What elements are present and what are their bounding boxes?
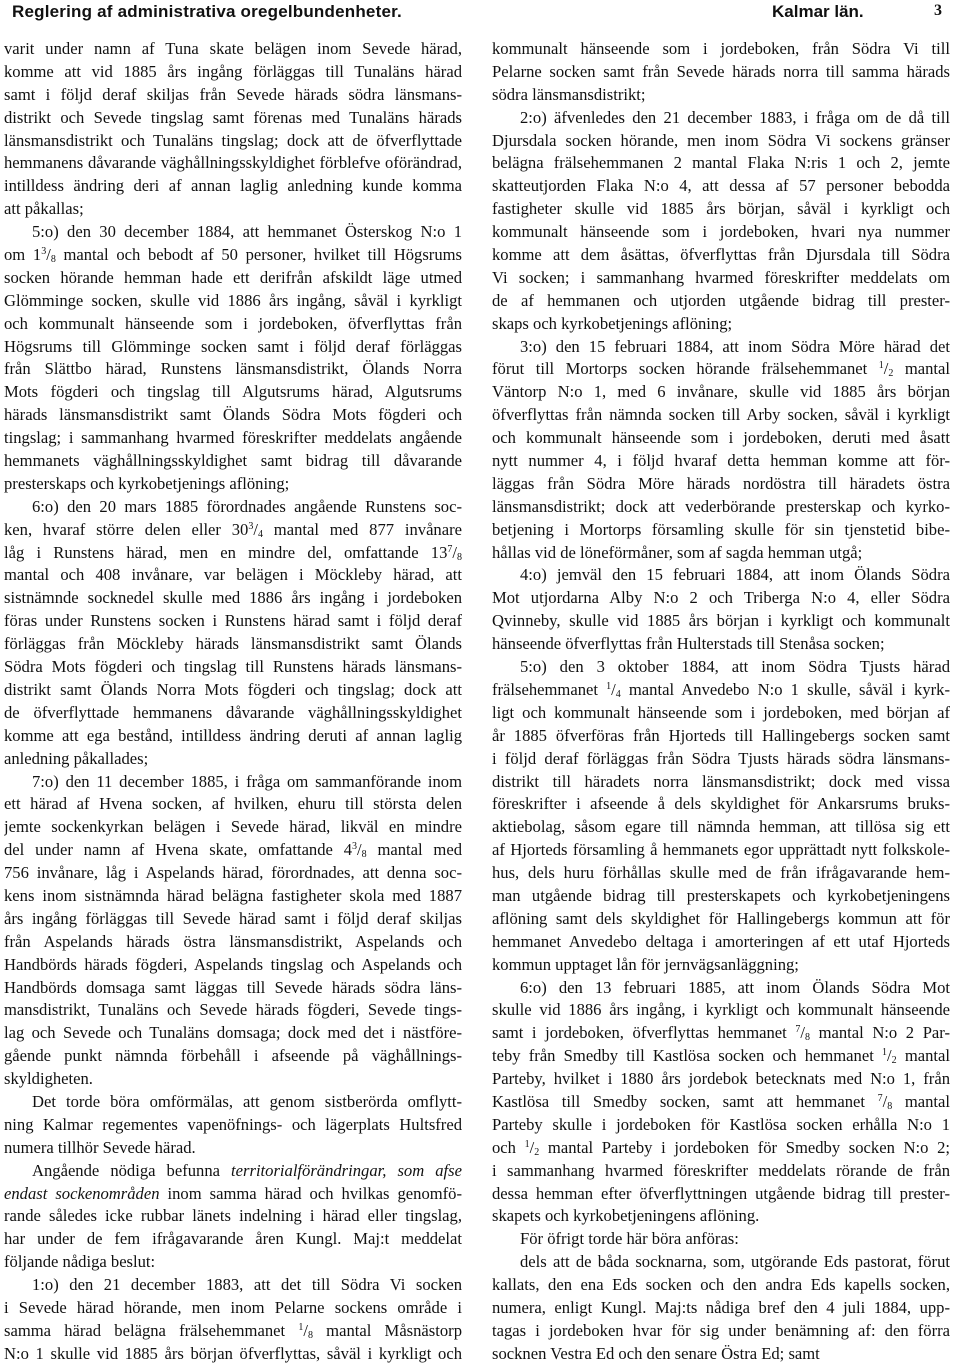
- text-line: hus, dels huru förhållas skulle med de från ifrågavarande hem-: [492, 863, 950, 883]
- text-line: ken, hvaraf större delen eller $30^3/_4$ mantal med 877 invånare: [4, 519, 462, 540]
- header-title: Reglering af administrativa oregelbundenheter.: [12, 2, 402, 21]
- text-line: teby från Smedby till Kastlösa socken och hemmanet $^1/_2$ mantal: [492, 1046, 950, 1067]
- text-line: För öfrigt torde här böra anföras:: [520, 1229, 739, 1249]
- text-line: samma härad belägna frälsehemmanet $^1/_8$ mantal Måsnästorp: [4, 1320, 462, 1341]
- text-line: 4:o) jemväl den 15 februari 1884, att inom Ölands Södra: [520, 565, 950, 585]
- text-line: Parteby, hvilket i 1880 års jordebok betecknats med N:o 1, från: [492, 1069, 950, 1089]
- text-line: 756 invånare, låg i Aspelands härad, förordnades, att denna soc-: [4, 863, 462, 883]
- text-line: 2:o) äfvenledes den 21 december 1883, i fråga om de då till: [520, 107, 950, 127]
- text-line: och $^1/_2$ mantal Parteby i jordeboken för Smedby socken N:o 2;: [492, 1137, 950, 1158]
- text-line: samt i följd deraf skiljas från Sevede härads södra länsmans-: [4, 84, 462, 104]
- text-line: belägna frälsehemmanen 2 mantal Flaka N:ris 1 och 2, jemte: [492, 153, 950, 173]
- text-line: 3:o) den 15 februari 1884, att inom Södra Möre härad det: [520, 336, 950, 356]
- text-line: Handbörds domsaga samt läggas till Sevede härads södra läns-: [4, 977, 462, 997]
- text-line: om $1^3/_8$ mantal och bebodt af 50 personer, hvilket till Högsrums: [4, 245, 462, 266]
- text-line: kallats, den ena Eds socken och den andra Eds kapells socken,: [492, 1275, 950, 1295]
- text-line: numera tillhör Sevede härad.: [4, 1137, 196, 1157]
- text-line: Handbörds härads fögderi, Aspelands tingslag och Aspelands och: [4, 954, 462, 974]
- page-number: 3: [934, 2, 942, 19]
- text-line: socken hörande hemman hade ett derifrån afskildt läge utmed: [4, 267, 462, 287]
- text-line: ligt och kommunalt hänseende som i jordeboken, med början af: [492, 702, 950, 722]
- text-line: länsmansdistrikt och Tunaläns tingslag; dock att de öfverflyttade: [4, 130, 462, 150]
- text-line: i sammanhang hvarmed föreskrifter meddelats rörande de från: [492, 1160, 950, 1180]
- text-line: Djursdala socken hörande, men inom Södra Vi sockens gränser: [492, 130, 950, 150]
- text-line: rande således icke rubbar länets indelning i härad eller tingslag,: [4, 1206, 462, 1226]
- text-line: Angående nödiga befunna territorialförändringar, som afse: [32, 1160, 462, 1180]
- text-line: dels att de båda socknarna, som, utgörande Eds pastorat, förut: [520, 1252, 950, 1272]
- text-line: i följd deraf förläggas från Södra Tjusts härads södra länsmans-: [492, 748, 950, 768]
- text-line: från Slättbo härad, Runstens länsmansdistrikt, Ölands Norra: [4, 359, 462, 379]
- text-line: Glömminge socken, skulle vid 1886 års ingång, såväl i kyrkligt: [4, 290, 462, 310]
- text-line: Väntorp N:o 1, med 6 invånare, skulle vid 1885 års början: [492, 382, 950, 402]
- text-line: tagas i jordeboken hvar för sig under benämning af: den förra: [492, 1320, 950, 1340]
- text-line: kommunalt hänseende som i jordeboken, hvari nya nummer: [492, 222, 950, 242]
- text-line: aflöning samt dels skyldighet för Hallingebergs kommun att för: [492, 908, 950, 928]
- text-line: förut till Mortorps socken hörande frälsehemmanet $^1/_2$ mantal: [492, 359, 950, 380]
- text-line: hänseende öfverflyttas från Hulterstads till Stenåsa socken;: [492, 634, 885, 654]
- text-line: låg i Runstens härad, men en mindre del, omfattande $13^7/_8$: [4, 542, 462, 563]
- text-line: nytt nummer 4, i följd hvaraf detta hemman komme att för-: [492, 451, 950, 471]
- text-line: föreskrifter i afseende å dels skyldighet för Ankarsrums bruks-: [492, 794, 950, 814]
- text-line: de af hemmanen och utjorden utgående bidrag till prester-: [492, 290, 950, 310]
- text-line: intilldess ändring deri af annan laglig anledning kunde komma: [4, 176, 462, 196]
- text-line: Pelarne socken samt från Sevede härads norra till samma härads: [492, 61, 950, 81]
- text-line: läggas från Södra Möre härads nordöstra till häradets östra: [492, 473, 950, 493]
- text-line: Högsrums till Glömminge socken samt i följd deraf förläggas: [4, 336, 462, 356]
- text-line: års ingång förläggas till Sevede härad samt i följd deraf skiljas: [4, 908, 462, 928]
- text-line: gående punkt nämnda förbehåll i afseende på väghållnings-: [4, 1046, 462, 1066]
- header-region: Kalmar län.: [772, 2, 864, 21]
- text-line: betjening i Mortorps församling skulle för sin tjenstetid bibe-: [492, 519, 950, 539]
- text-line: 7:o) den 11 december 1885, i fråga om sammanförande inom: [32, 771, 462, 791]
- text-line: ning Kalmar regementes vapenöfnings- och lägerplats Hultsfred: [4, 1114, 462, 1134]
- text-line: kommun upptaget lån för jernvägsanläggning;: [492, 954, 799, 974]
- text-line: 5:o) den 30 december 1884, att hemmanet Österskog N:o 1: [32, 222, 462, 242]
- text-line: Vi socken; i sammanhang hvarmed föreskrifter meddelats om: [492, 267, 950, 287]
- text-line: Kastlösa till Smedby socken, samt att hemmanet $^7/_8$ mantal: [492, 1091, 950, 1112]
- text-line: förläggas från Möckleby härads länsmansdistrikt samt Ölands: [4, 634, 462, 654]
- text-line: 6:o) den 13 februari 1885, att inom Ölands Södra Mot: [520, 977, 950, 997]
- text-line: från Aspelands härads östra länsmansdistrikt, Aspelands och: [4, 931, 462, 951]
- text-line: 5:o) den 3 oktober 1884, att inom Södra Tjusts härad: [520, 657, 950, 677]
- text-line: samt i jordeboken, öfverflyttas hemmanet $^7/_8$ mantal N:o 2 Par-: [492, 1023, 950, 1044]
- text-line: komme att vid 1885 års ingång förläggas till Tunaläns härad: [4, 61, 462, 81]
- text-line: komme att ega bestånd, intilldess ändring deruti af annan laglig: [4, 725, 462, 745]
- text-line: distrikt till häradets norra länsmansdistrikt; dock med vissa: [492, 771, 950, 791]
- text-line: har under de fem ifrågavarande åren Kungl. Maj:t meddelat: [4, 1229, 462, 1249]
- text-line: jemte sockenkyrkan belägen i Sevede härad, likväl en mindre: [4, 817, 462, 837]
- text-line: varit under namn af Tuna skate belägen inom Sevede härad,: [4, 39, 462, 58]
- text-line: de öfverflyttade hemmanens dåvarande väghållningsskyldighet: [4, 702, 462, 722]
- text-line: 6:o) den 20 mars 1885 förordnades angående Runstens soc-: [32, 496, 462, 516]
- text-line: Mots fögderi och tingslag till Algutsrums härad, Algutsrums: [4, 382, 462, 402]
- text-line: tingslag; i sammanhang hvarmed föreskrifter meddelats angående: [4, 428, 462, 448]
- text-line: presterskaps och kyrkobetjenings aflöning;: [4, 473, 290, 493]
- text-line: år 1885 öfverföras från Hjorteds till Hallingebergs socken samt: [492, 725, 950, 745]
- text-line: länsmansdistrikt; dock att vederbörande presterskap och kyrko-: [492, 496, 950, 516]
- text-line: hemmanet Anvedebo deltaga i amorteringen af ett utaf Hjorteds: [492, 931, 950, 951]
- right-column: [492, 38, 950, 1366]
- text-line: Qvinneby, skulle vid 1885 års början i kyrkligt och kommunalt: [492, 611, 950, 631]
- text-line: socknen Vestra Ed och den senare Östra Ed; samt: [492, 1343, 820, 1363]
- text-line: distrikt samt Ölands Norra Mots fögderi och tingslag; dock att: [4, 679, 462, 699]
- text-line: mansdistrikt, Tunaläns och Sevede härads fögderi, Sevede tings-: [4, 1000, 462, 1020]
- text-line: att påkallas;: [4, 199, 84, 219]
- text-line: hemmanets väghållningsskyldighet samt bidrag till dåvarande: [4, 451, 462, 471]
- text-line: Mot utjordarna Alby N:o 2 och Triberga N:o 4, eller Södra: [492, 588, 950, 608]
- text-line: sistnämnde socknedel skulle med 1886 års ingång i jordeboken: [4, 588, 462, 608]
- text-line: skulle vid 1886 års ingång, i kyrkligt och kommunalt hänseende: [492, 1000, 950, 1020]
- text-line: komme att dem åsättas, öfverflyttas från Djursdala till Södra: [492, 245, 950, 265]
- text-line: skaps och kyrkobetjenings aflöning;: [492, 313, 733, 333]
- text-line: anledning påkallades;: [4, 748, 149, 768]
- text-line: frälsehemmanet $^1/_4$ mantal Anvedebo N:o 1 skulle, såväl i kyrk-: [492, 679, 950, 700]
- text-line: endast sockenområden inom samma härad och hvilkas genomfö-: [4, 1183, 462, 1203]
- text-line: Det torde böra omförmälas, att genom sistberörda omflytt-: [32, 1091, 462, 1111]
- text-line: hemmanens dåvarande väghållningsskyldighet förblefve oförändrad,: [4, 153, 462, 173]
- text-line: och kommunalt hänseende som i jordeboken, öfverflyttas från: [4, 313, 462, 333]
- text-line: af Hjorteds församling å hemmanets egor upprättadt nytt folkskole-: [492, 840, 950, 860]
- text-line: föras under Runstens socken i Runstens härad samt i följd deraf: [4, 611, 462, 631]
- text-line: öfverflyttas från nämnda socken till Arby socken, såväl i kyrkligt: [492, 405, 950, 425]
- text-line: dessa hemman efter öfverflyttningen utgående bidrag till prester-: [492, 1183, 950, 1203]
- text-line: södra länsmansdistrikt;: [492, 84, 646, 104]
- text-line: och kommunalt hänseende som i jordeboken, deruti med åsatt: [492, 428, 950, 448]
- text-line: kommunalt hänseende som i jordeboken, från Södra Vi till: [492, 39, 950, 58]
- text-line: Södra Mots fögderi och tingslag till Runstens härads länsmans-: [4, 657, 462, 677]
- text-line: skapets och kyrkobetjeningens aflöning.: [492, 1206, 760, 1226]
- text-line: kens inom sistnämnda härad belägna fastigheter skola med 1887: [4, 885, 462, 905]
- text-line: numera, enligt Kungl. Maj:ts nådiga bref den 4 juli 1884, upp-: [492, 1297, 950, 1317]
- text-line: hållas vid de löneförmåner, som af sagda hemman utgå;: [492, 542, 863, 562]
- text-line: mantal och 408 invånare, var belägen i Möckleby härad, att: [4, 565, 462, 585]
- text-line: 1:o) den 21 december 1883, att det till Södra Vi socken: [32, 1275, 462, 1295]
- text-line: skatteutjorden Flaka N:o 4, att dessa af 57 personer bebodda: [492, 176, 950, 196]
- text-line: lag och Sevede och Tunaläns domsaga; dock med det i nästföre-: [4, 1023, 462, 1043]
- running-header: [0, 2, 960, 24]
- text-line: ett härad af Hvena socken, af hvilken, ehuru till största delen: [4, 794, 462, 814]
- text-line: fastigheter skulle vid 1885 års början, såväl i kyrkligt och: [492, 199, 950, 219]
- text-line: i Sevede härad hörande, men inom Pelarne sockens område i: [4, 1297, 462, 1317]
- text-line: härads länsmansdistrikt samt Ölands Södra Mots fögderi och: [4, 405, 462, 425]
- text-line: skyldigheten.: [4, 1069, 93, 1089]
- text-line: Parteby skulle i jordeboken för Kastlösa socken erhålla N:o 1: [492, 1114, 950, 1134]
- text-line: följande nådiga beslut:: [4, 1252, 156, 1272]
- text-line: distrikt och Sevede tingslag samt förenas med Tunaläns härads: [4, 107, 462, 127]
- text-line: aktiebolag, såsom egare till nämnda hemman, att tillösa sig ett: [492, 817, 950, 837]
- text-line: man utgående bidrag till presterskapets och kyrkobetjeningens: [492, 885, 950, 905]
- left-column: [4, 38, 462, 1366]
- text-line: del under namn af Hvena skate, omfattande $4^3/_8$ mantal med: [4, 840, 462, 861]
- text-line: N:o 1 skulle vid 1885 års början öfverflyttas, såväl i kyrkligt och: [4, 1343, 462, 1363]
